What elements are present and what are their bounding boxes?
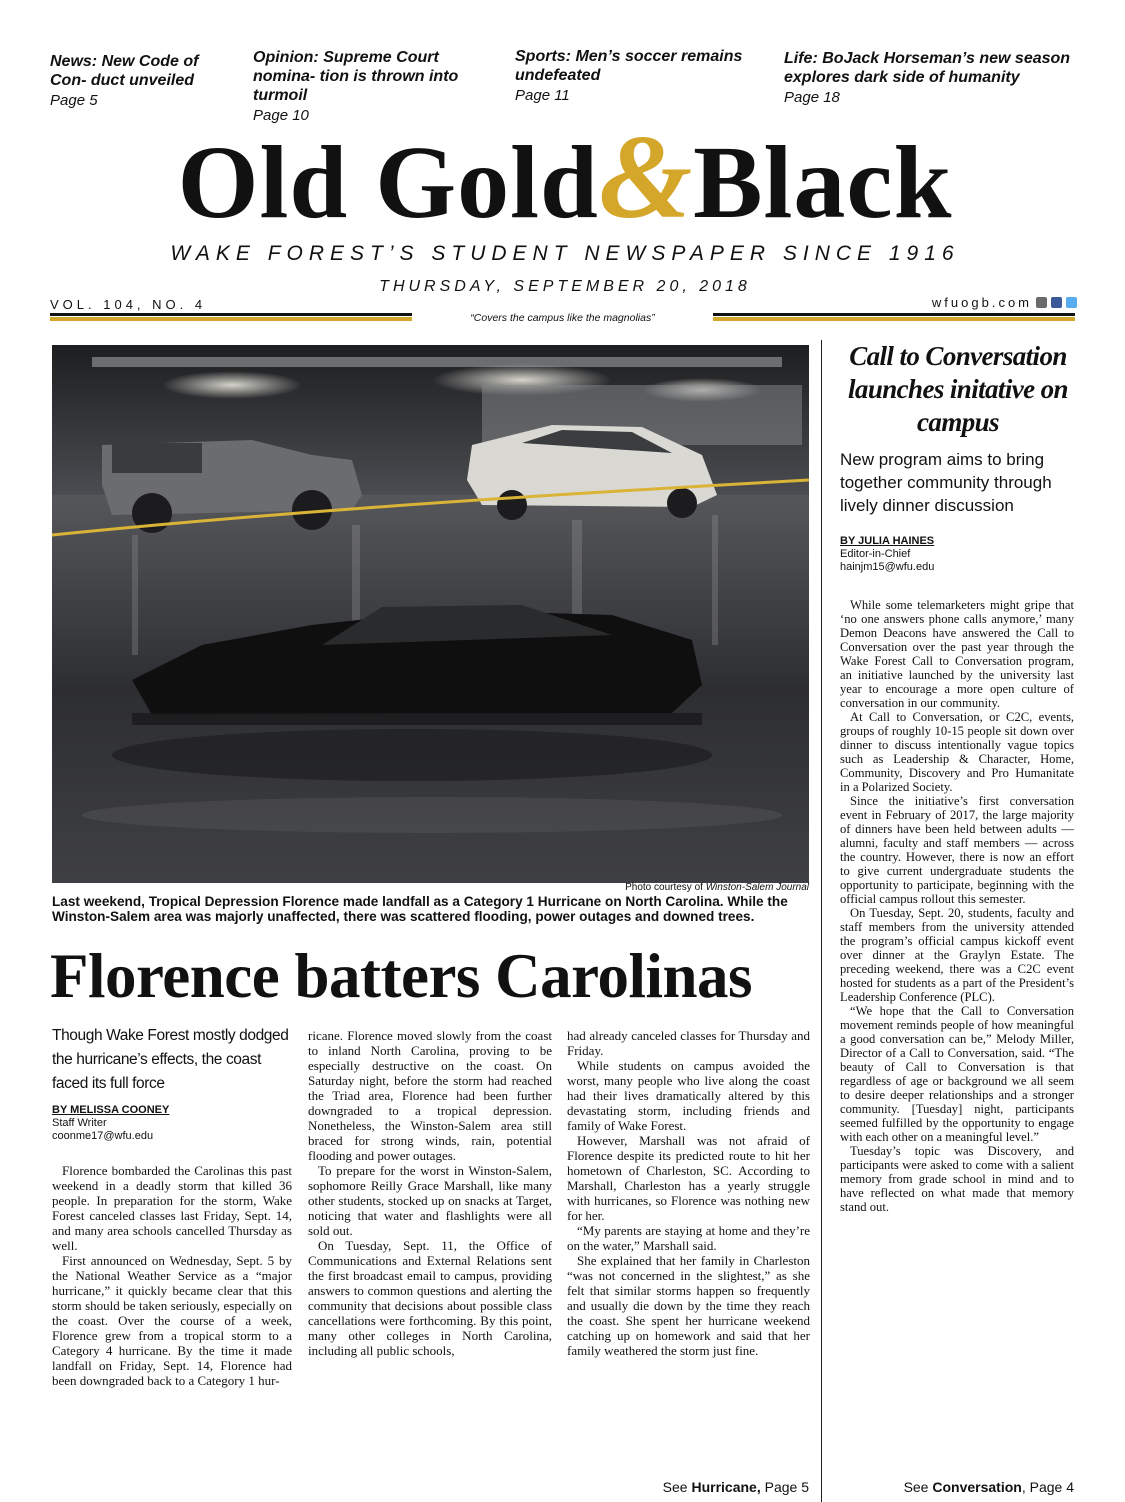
paragraph: At Call to Conversation, or C2C, events, groups of roughly 10-15 people sit down over dinner to discuss intentionally vague topics such as Leadership & Character, Home, Community, Discovery and Pro Humanitate in a Polarized Society. xyxy=(840,710,1074,794)
rule-left xyxy=(50,313,412,323)
side-headline[interactable]: Call to Conversation launches initative on campus xyxy=(848,341,1068,437)
byline-name: BY JULIA HAINES xyxy=(840,535,935,547)
masthead-word2: Black xyxy=(693,125,953,240)
paragraph: Florence bombarded the Carolinas this past weekend in a deadly storm that killed 36 people. In preparation for the storm, Wake Forest canceled classes last Friday, Sept. 14, and many area schools cancelled Thursday as well. xyxy=(52,1163,292,1253)
main-body-col1 xyxy=(52,1163,292,1388)
paragraph: On Tuesday, Sept. 11, the Office of Communications and External Relations sent the first broadcast email to campus, providing answers to common questions and alerting the community that decisions about possible class cancellations were forthcoming. By this point, many other colleges in North Carolina, including all public schools, xyxy=(308,1238,552,1358)
masthead-ampersand: & xyxy=(598,110,694,243)
byline-title: Staff Writer xyxy=(52,1117,107,1129)
photo-credit-prefix: Photo courtesy of xyxy=(625,882,706,893)
jump-prefix: See xyxy=(662,1479,692,1495)
hurricane-jump-link[interactable] xyxy=(645,1479,809,1495)
paragraph: On Tuesday, Sept. 20, students, faculty and staff members from the university attended the program’s official campus kickoff event over dinner at the Graylyn Estate. The preceding weekend, there was a C2C event hosted for students as a part of the President’s Leadership Conference (PLC). xyxy=(840,906,1074,1004)
issue-date: THURSDAY, SEPTEMBER 20, 2018 xyxy=(379,278,751,295)
lead-photo[interactable] xyxy=(52,345,809,883)
byline-email: coonme17@wfu.edu xyxy=(52,1130,154,1142)
paragraph: Since the initiative’s first conversation event in February of 2017, the large majority of dinners have been held between adults — alumni, faculty and staff members — across the country. However, there is now an effort to give current undergraduate students the opportunity to participate, beginning with the official campus rollout this semester. xyxy=(840,794,1074,906)
main-headline[interactable]: Florence batters Carolinas xyxy=(50,941,753,1011)
teaser-news[interactable] xyxy=(50,52,235,109)
twitter-icon[interactable] xyxy=(1066,297,1077,308)
paragraph: While some telemarketers might gripe that ‘no one answers phone calls anymore,’ many Demon Deacons have answered the Call to Conversation over the past year through the Wake Forest Call to Conversation program, an initiative launched by the university last year to encourage a more open culture of conversation in our community. xyxy=(840,598,1074,710)
teaser-life[interactable] xyxy=(784,49,1079,106)
side-body xyxy=(840,598,1074,1214)
website-text: wfuogb.com xyxy=(931,295,1032,310)
paragraph: She explained that her family in Charleston “was not concerned in the slightest,” as she felt that similar storms happen so frequently and usually die down by the time they reach the coast. She spent her hurricane weekend catching up on homework and said that her family weathered the storm just fine. xyxy=(567,1253,810,1358)
jump-keyword: Conversation xyxy=(932,1479,1022,1495)
teaser-title: New Code of Con- duct unveiled xyxy=(50,53,199,89)
jump-page: Page 5 xyxy=(760,1479,809,1495)
paragraph: First announced on Wednesday, Sept. 5 by the National Weather Service as a “major hurricane,” it quickly became clear that this storm should be taken seriously, especially on the coast. Over the course of a week, Florence grew from a tropical storm to a Category 4 hurricane. By the time it made landfall on Friday, Sept. 14, Florence had been downgraded back to a Category 1 hur- xyxy=(52,1253,292,1388)
main-byline xyxy=(52,1104,292,1143)
teaser-category: Sports: xyxy=(515,48,571,65)
flooded-car-photo xyxy=(52,345,809,883)
instagram-icon[interactable] xyxy=(1036,297,1047,308)
paragraph: had already canceled classes for Thursday and Friday. xyxy=(567,1028,810,1058)
main-body-col3 xyxy=(567,1028,810,1358)
motto: “Covers the campus like the magnolias” xyxy=(415,311,710,325)
paragraph: While students on campus avoided the worst, many people who live along the coast had their lives dramatically altered by this devastating storm, including friends and family of Wake Forest. xyxy=(567,1058,810,1133)
tagline: WAKE FOREST’S STUDENT NEWSPAPER SINCE 1916 xyxy=(170,242,960,265)
teaser-page: Page 18 xyxy=(784,89,840,106)
website-link[interactable] xyxy=(932,295,1077,310)
volume-number: VOL. 104, NO. 4 xyxy=(50,297,207,312)
main-deck: Though Wake Forest mostly dodged the hurricane’s effects, the coast faced its full force xyxy=(52,1027,289,1092)
paragraph: To prepare for the worst in Winston-Salem, sophomore Reilly Grace Marshall, like many other students, stocked up on snacks at Target, noticing that water and flashlights were all sold out. xyxy=(308,1163,552,1238)
paragraph: ricane. Florence moved slowly from the coast to inland North Carolina, proving to be especially destructive on the coast. On Saturday night, before the storm had reached the Triad area, Florence had been further downgraded to a tropical depression. Nonetheless, the Winston-Salem area still braced for strong winds, rain, potential flooding and power outages. xyxy=(308,1028,552,1163)
jump-keyword: Hurricane, xyxy=(691,1479,761,1495)
teaser-page: Page 10 xyxy=(253,107,309,124)
byline-title: Editor-in-Chief xyxy=(840,548,911,560)
byline-name: BY MELISSA COONEY xyxy=(52,1104,170,1116)
photo-credit-source: Winston-Salem Journal xyxy=(705,882,809,893)
byline-email: hainjm15@wfu.edu xyxy=(840,561,935,573)
teaser-sports[interactable] xyxy=(515,47,745,104)
rule-right xyxy=(713,313,1075,323)
photo-credit xyxy=(625,882,809,893)
facebook-icon[interactable] xyxy=(1051,297,1062,308)
teaser-page: Page 11 xyxy=(515,87,570,104)
photo-caption: Last weekend, Tropical Depression Florence made landfall as a Category 1 Hurricane on North Carolina. While the Winston-Salem area was majorly unaffected, there was scattered flooding, power outages and downed trees. xyxy=(52,894,788,924)
jump-prefix: See xyxy=(903,1479,933,1495)
paragraph: However, Marshall was not afraid of Florence despite its predicted route to hit her hometown of Charleston, SC. According to Marshall, Charleston has a yearly struggle with hurricanes, so Florence was nothing new for her. xyxy=(567,1133,810,1223)
paragraph: “We hope that the Call to Conversation movement reminds people of how meaningful a good conversation can be,” Melody Miller, Director of a Call to Conversation, said. “The beauty of Call to Conversation is that regardless of age or background we all seem to desire deeper relationships and a stronger community. [Tuesday] night, participants seemed fulfilled by the opportunity to engage with each other on a meaningful level.” xyxy=(840,1004,1074,1144)
teaser-opinion[interactable] xyxy=(253,48,503,124)
conversation-jump-link[interactable] xyxy=(840,1479,1074,1495)
side-deck: New program aims to bring together community through lively dinner discussion xyxy=(840,450,1052,515)
teaser-title: Supreme Court nomina- tion is thrown into turmoil xyxy=(253,49,459,104)
column-divider xyxy=(821,340,822,1502)
teaser-title: Men’s soccer remains undefeated xyxy=(515,48,743,84)
teaser-page: Page 5 xyxy=(50,92,98,109)
main-body-col2 xyxy=(308,1028,552,1358)
teaser-title: BoJack Horseman’s new season explores dark side of humanity xyxy=(784,50,1071,86)
teaser-category: Life: xyxy=(784,50,818,67)
teaser-category: Opinion: xyxy=(253,49,319,66)
masthead-word1: Old Gold xyxy=(177,125,599,240)
jump-page: , Page 4 xyxy=(1021,1479,1074,1495)
teaser-category: News: xyxy=(50,53,98,70)
paragraph: “My parents are staying at home and they’re on the water,” Marshall said. xyxy=(567,1223,810,1253)
side-byline xyxy=(840,535,1074,574)
paragraph: Tuesday’s topic was Discovery, and participants were asked to come with a salient memory from grade school in mind and to have reflected on what made that memory stand out. xyxy=(840,1144,1074,1214)
